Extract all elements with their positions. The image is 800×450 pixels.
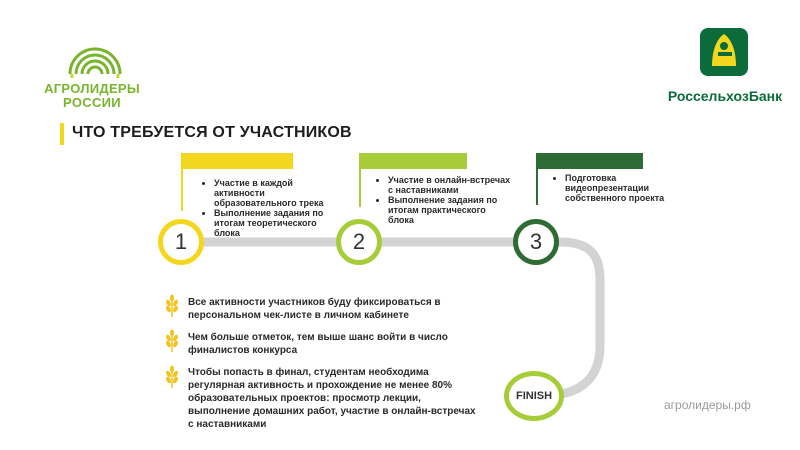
step2-requirements: [376, 175, 514, 225]
note-text: Чтобы попасть в финал, студентам необходима регулярная активность и прохождение не менее 80% образовательных проектов: просмотр лекции, выполнение домашних работ, участие в онлайн-встречах с наставниками: [188, 367, 476, 430]
step2-item: • Выполнение задания по итогам практического блока: [388, 195, 514, 225]
step2-number: 2: [352, 229, 366, 254]
step3-item: • Подготовка видеопрезентации собственного проекта: [565, 173, 673, 203]
bank-logo-text: РоссельхозБанк: [667, 88, 783, 104]
step3-number: 3: [529, 229, 543, 254]
step1-connector: [181, 153, 183, 211]
step1-number: 1: [174, 229, 188, 254]
step1-circle: [158, 219, 204, 265]
step2-item: • Участие в онлайн-встречах с наставниками: [388, 175, 514, 195]
step2-connector: [359, 153, 361, 207]
finish-label: FINISH: [515, 390, 553, 402]
page-title: ЧТО ТРЕБУЕТСЯ ОТ УЧАСТНИКОВ: [72, 124, 352, 141]
step2-tab: [359, 153, 467, 169]
step3-requirements: [553, 173, 673, 203]
step3-circle: [513, 219, 559, 265]
step1-item: • Участие в каждой активности образовательного трека: [214, 178, 332, 208]
step1-item: • Выполнение задания по итогам теоретического блока: [214, 208, 332, 238]
finish-circle: [504, 371, 564, 421]
step2-circle: [336, 219, 382, 265]
website-link[interactable]: агролидеры.рф: [664, 398, 751, 412]
wheat-icon: [164, 294, 180, 318]
step1-tab: [181, 153, 293, 169]
agro-line2: РОССИИ: [63, 95, 121, 110]
step1-requirements: [202, 178, 332, 238]
step3-tab: [536, 153, 643, 169]
wheat-icon: [164, 329, 180, 353]
wheat-icon: [164, 365, 180, 389]
note-text: Все активности участников буду фиксироваться в персональном чек-листе в личном кабинете: [188, 297, 441, 321]
step3-connector: [536, 153, 538, 205]
agro-line1: АГРОЛИДЕРЫ: [44, 81, 140, 96]
note-text: Чем больше отметок, тем выше шанс войти в число финалистов конкурса: [188, 332, 448, 356]
